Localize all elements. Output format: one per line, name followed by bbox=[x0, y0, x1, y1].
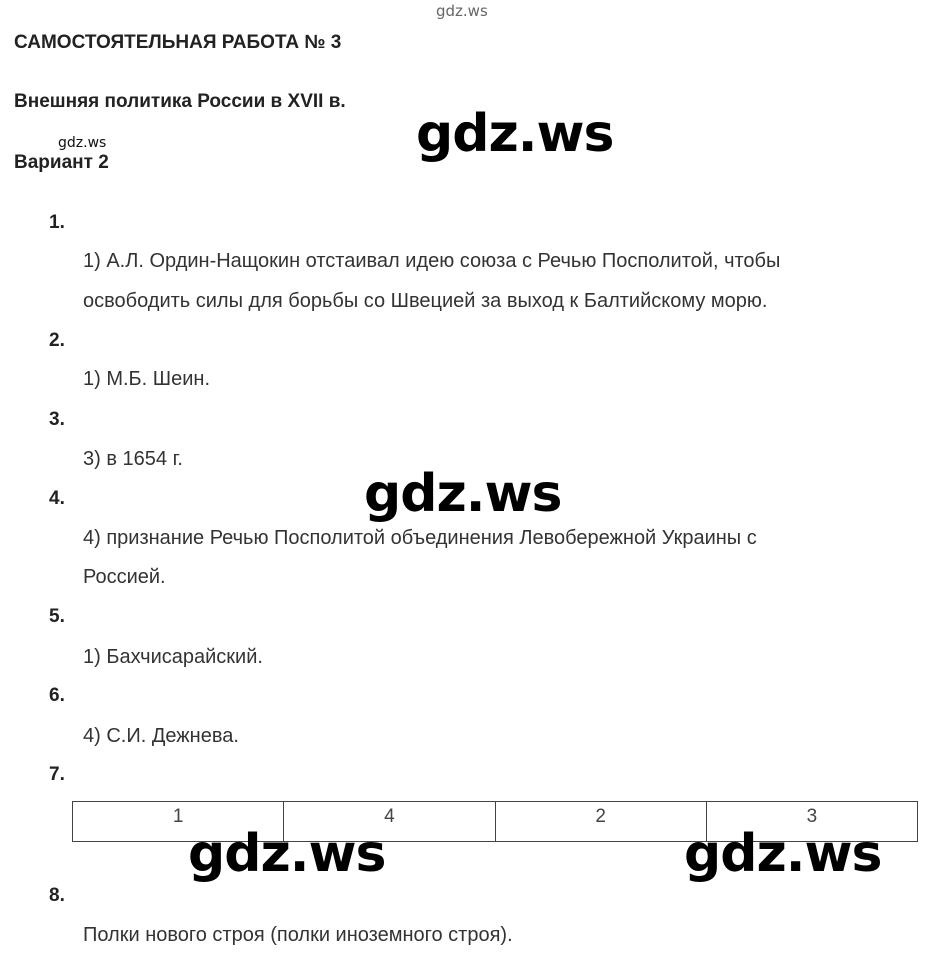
answer-4-line-1: 4) признание Речью Посполитой объединения Левобережной Украины с bbox=[83, 527, 757, 549]
answer-6-line-1: 4) С.И. Дежнева. bbox=[83, 725, 239, 747]
watermark-big-1: gdz.ws bbox=[416, 104, 614, 164]
watermark-small: gdz.ws bbox=[58, 135, 107, 151]
watermark-big-2: gdz.ws bbox=[364, 464, 562, 524]
answer-number-6: 6. bbox=[49, 685, 65, 706]
table-cell-3: 2 bbox=[495, 802, 706, 842]
table-cell-2: 4 bbox=[284, 802, 495, 842]
answer-4-line-2: Россией. bbox=[83, 566, 166, 588]
answer-1-line-2: освободить силы для борьбы со Швецией за выход к Балтийскому морю. bbox=[83, 290, 768, 312]
answer-number-5: 5. bbox=[49, 606, 65, 627]
answer-3-line-1: 3) в 1654 г. bbox=[83, 448, 183, 470]
answer-number-2: 2. bbox=[49, 330, 65, 351]
answer-number-1: 1. bbox=[49, 212, 65, 233]
answer-number-8: 8. bbox=[49, 885, 65, 906]
answer-number-4: 4. bbox=[49, 488, 65, 509]
table-cell-4: 3 bbox=[706, 802, 917, 842]
watermark-big-3: gdz.ws bbox=[188, 824, 386, 884]
page-title: САМОСТОЯТЕЛЬНАЯ РАБОТА № 3 bbox=[14, 32, 342, 53]
answer-number-3: 3. bbox=[49, 409, 65, 430]
answer-2-line-1: 1) М.Б. Шеин. bbox=[83, 368, 211, 390]
answer-8-line-1: Полки нового строя (полки иноземного строя). bbox=[83, 924, 513, 946]
page-variant: Вариант 2 bbox=[14, 152, 109, 173]
page-topic: Внешняя политика России в XVII в. bbox=[14, 91, 346, 112]
watermark-top: gdz.ws bbox=[436, 2, 488, 20]
answer-1-line-1: 1) А.Л. Ордин-Нащокин отстаивал идею союза с Речью Посполитой, чтобы bbox=[83, 250, 781, 272]
table-cell-1: 1 bbox=[73, 802, 284, 842]
watermark-big-4: gdz.ws bbox=[684, 824, 882, 884]
answer-number-7: 7. bbox=[49, 764, 65, 785]
answer-5-line-1: 1) Бахчисарайский. bbox=[83, 646, 263, 668]
